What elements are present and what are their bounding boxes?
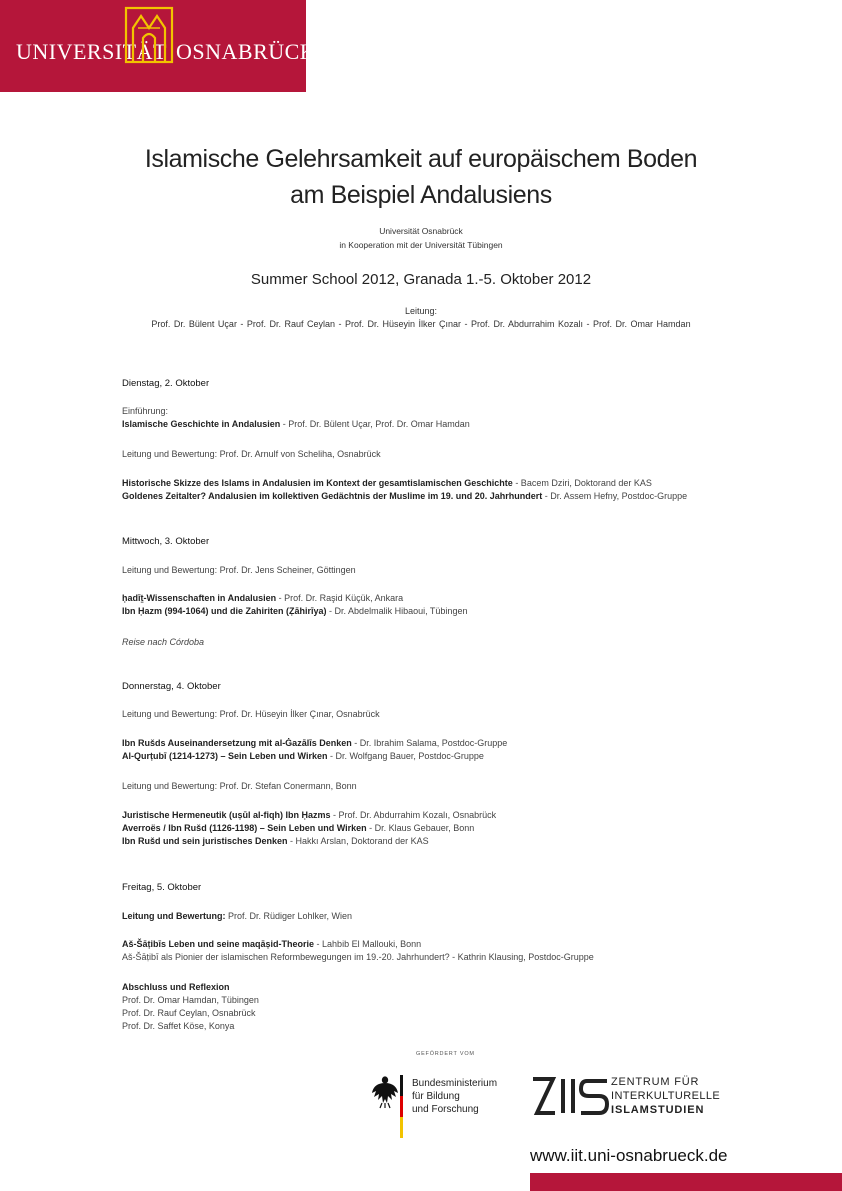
bmbf-line-3: und Forschung: [412, 1104, 479, 1115]
closing-speaker: Prof. Dr. Omar Hamdan, Tübingen: [122, 995, 259, 1005]
closing-title: Abschluss und Reflexion: [122, 982, 230, 992]
talk-speaker: - Prof. Dr. Bülent Uçar, Prof. Dr. Omar Hamdan: [280, 419, 470, 429]
zis-logo-icon: [531, 1075, 613, 1117]
day-heading: Freitag, 5. Oktober: [122, 882, 202, 893]
session-chair: Leitung und Bewertung: Prof. Dr. Hüseyin İlker Çınar, Osnabrück: [122, 709, 380, 719]
talk-speaker: - Lahbib El Mallouki, Bonn: [314, 939, 422, 949]
talk-speaker: - Dr. Assem Hefny, Postdoc-Gruppe: [542, 491, 688, 501]
chair-label: Leitung und Bewertung:: [122, 911, 226, 921]
session-chair: Leitung und Bewertung: Prof. Dr. Stefan Conermann, Bonn: [122, 781, 357, 791]
talk-title: Ibn Ḥazm (994-1064) und die Zahiriten (Ẓāhirīya): [122, 606, 327, 616]
logo-text-left: UNIVERSITÄT: [16, 39, 167, 64]
zis-line-3: ISLAMSTUDIEN: [611, 1104, 705, 1116]
summer-school-heading: Summer School 2012, Granada 1.-5. Oktober 2012: [250, 271, 592, 288]
session-chair: [122, 910, 812, 923]
talk-line: Aš-Šāṭibī als Pionier der islamischen Reformbewegungen im 19.-20. Jahrhundert? - Kathrin Klausing, Postdoc-Gruppe: [122, 952, 594, 962]
page-title-line-2: am Beispiel Andalusiens: [290, 181, 552, 209]
subtitle-line-2: in Kooperation mit der Universität Tübingen: [339, 240, 503, 250]
closing-block: [122, 981, 812, 1033]
federal-eagle-icon: [371, 1073, 399, 1109]
talk-title: Historische Skizze des Islams in Andalusien im Kontext der gesamtislamischen Geschichte: [122, 478, 513, 488]
talk-list: [122, 809, 812, 848]
talk-title: Ibn Rušds Auseinandersetzung mit al-Ġazālīs Denken: [122, 738, 352, 748]
closing-speaker: Prof. Dr. Rauf Ceylan, Osnabrück: [122, 1008, 256, 1018]
day-heading: Donnerstag, 4. Oktober: [122, 681, 221, 692]
talk-title: Islamische Geschichte in Andalusien: [122, 419, 281, 429]
talk-line: [122, 477, 812, 490]
day-heading: Mittwoch, 3. Oktober: [122, 536, 210, 547]
flag-stripe-black: [400, 1075, 403, 1096]
zis-line-1: ZENTRUM FÜR: [611, 1076, 700, 1088]
university-emblem-icon: [124, 6, 174, 64]
session-chair: Leitung und Bewertung: Prof. Dr. Arnulf von Scheliha, Osnabrück: [122, 449, 381, 459]
talk-list: [122, 938, 812, 964]
talk-list: [122, 592, 812, 618]
funded-by-label: GEFÖRDERT VOM: [416, 1051, 475, 1057]
talk-line: [122, 418, 812, 431]
closing-speaker: Prof. Dr. Saffet Köse, Konya: [122, 1021, 235, 1031]
university-logo-band: [0, 0, 317, 92]
day-section-thursday: [122, 680, 812, 693]
day-heading: Dienstag, 2. Oktober: [122, 378, 210, 389]
flag-stripe-gold: [400, 1117, 403, 1138]
talk-line: [122, 822, 812, 835]
talk-line: [122, 809, 812, 822]
talk-line: [122, 835, 812, 848]
talk-speaker: - Prof. Dr. Raşid Küçük, Ankara: [276, 593, 404, 603]
intro-label: Einführung:: [122, 406, 169, 416]
day-section-wednesday: [122, 535, 812, 548]
talk-title: Al-Qurṭubī (1214-1273) – Sein Leben und Wirken: [122, 751, 328, 761]
bmbf-line-2: für Bildung: [412, 1091, 460, 1102]
leitung-label: Leitung:: [404, 306, 438, 316]
session-chair: Leitung und Bewertung: Prof. Dr. Jens Scheiner, Göttingen: [122, 565, 356, 575]
footer-band: [530, 1173, 842, 1191]
talk-line: [122, 737, 812, 750]
talk-speaker: - Dr. Abdelmalik Hibaoui, Tübingen: [326, 606, 468, 616]
talk-line: [122, 938, 812, 951]
logo-text-right: OSNABRÜCK: [176, 39, 317, 64]
talk-line: [122, 750, 812, 763]
talk-speaker: - Prof. Dr. Abdurrahim Kozalı, Osnabrück: [330, 810, 497, 820]
talk-speaker: - Bacem Dziri, Doktorand der KAS: [512, 478, 652, 488]
flag-stripe-red: [400, 1096, 403, 1117]
page-title-line-1: Islamische Gelehrsamkeit auf europäischem Boden: [144, 145, 698, 173]
talk-speaker: - Dr. Wolfgang Bauer, Postdoc-Gruppe: [327, 751, 484, 761]
bmbf-line-1: Bundesministerium: [412, 1078, 498, 1089]
talk-line: [122, 592, 812, 605]
day-section-friday: [122, 881, 812, 894]
website-url: www.iit.uni-osnabrueck.de: [530, 1146, 728, 1165]
talk-speaker: - Dr. Ibrahim Salama, Postdoc-Gruppe: [351, 738, 508, 748]
day-section-tuesday: [122, 377, 812, 390]
leitung-names: Prof. Dr. Bülent Uçar - Prof. Dr. Rauf Ceylan - Prof. Dr. Hüseyin İlker Çınar - Prof. Dr. Abdurrahim Kozalı - Prof. Dr. Omar Hamdan: [151, 319, 691, 329]
subtitle-line-1: Universität Osnabrück: [379, 226, 463, 236]
talk-title: Goldenes Zeitalter? Andalusien im kollektiven Gedächtnis der Muslime im 19. und 20. Jahrhundert: [122, 491, 543, 501]
talk-line: [122, 605, 812, 618]
intro-block: [122, 405, 812, 431]
zis-line-2: INTERKULTURELLE: [611, 1090, 721, 1102]
talk-title: Aš-Šāṭibīs Leben und seine maqāṣid-Theorie: [122, 939, 315, 949]
talk-title: Ibn Rušd und sein juristisches Denken: [122, 836, 288, 846]
chair-name: Prof. Dr. Rüdiger Lohlker, Wien: [225, 911, 353, 921]
talk-line: [122, 490, 812, 503]
talk-list: [122, 737, 812, 763]
talk-title: Juristische Hermeneutik (uṣūl al-fiqh) Ibn Ḥazms: [122, 810, 331, 820]
talk-title: Averroës / Ibn Rušd (1126-1198) – Sein Leben und Wirken: [122, 823, 367, 833]
excursion-note: Reise nach Córdoba: [122, 637, 205, 647]
talk-speaker: - Hakkı Arslan, Doktorand der KAS: [287, 836, 429, 846]
talk-list: [122, 477, 812, 503]
talk-speaker: - Dr. Klaus Gebauer, Bonn: [366, 823, 475, 833]
talk-title: ḥadīṯ-Wissenschaften in Andalusien: [122, 593, 277, 603]
